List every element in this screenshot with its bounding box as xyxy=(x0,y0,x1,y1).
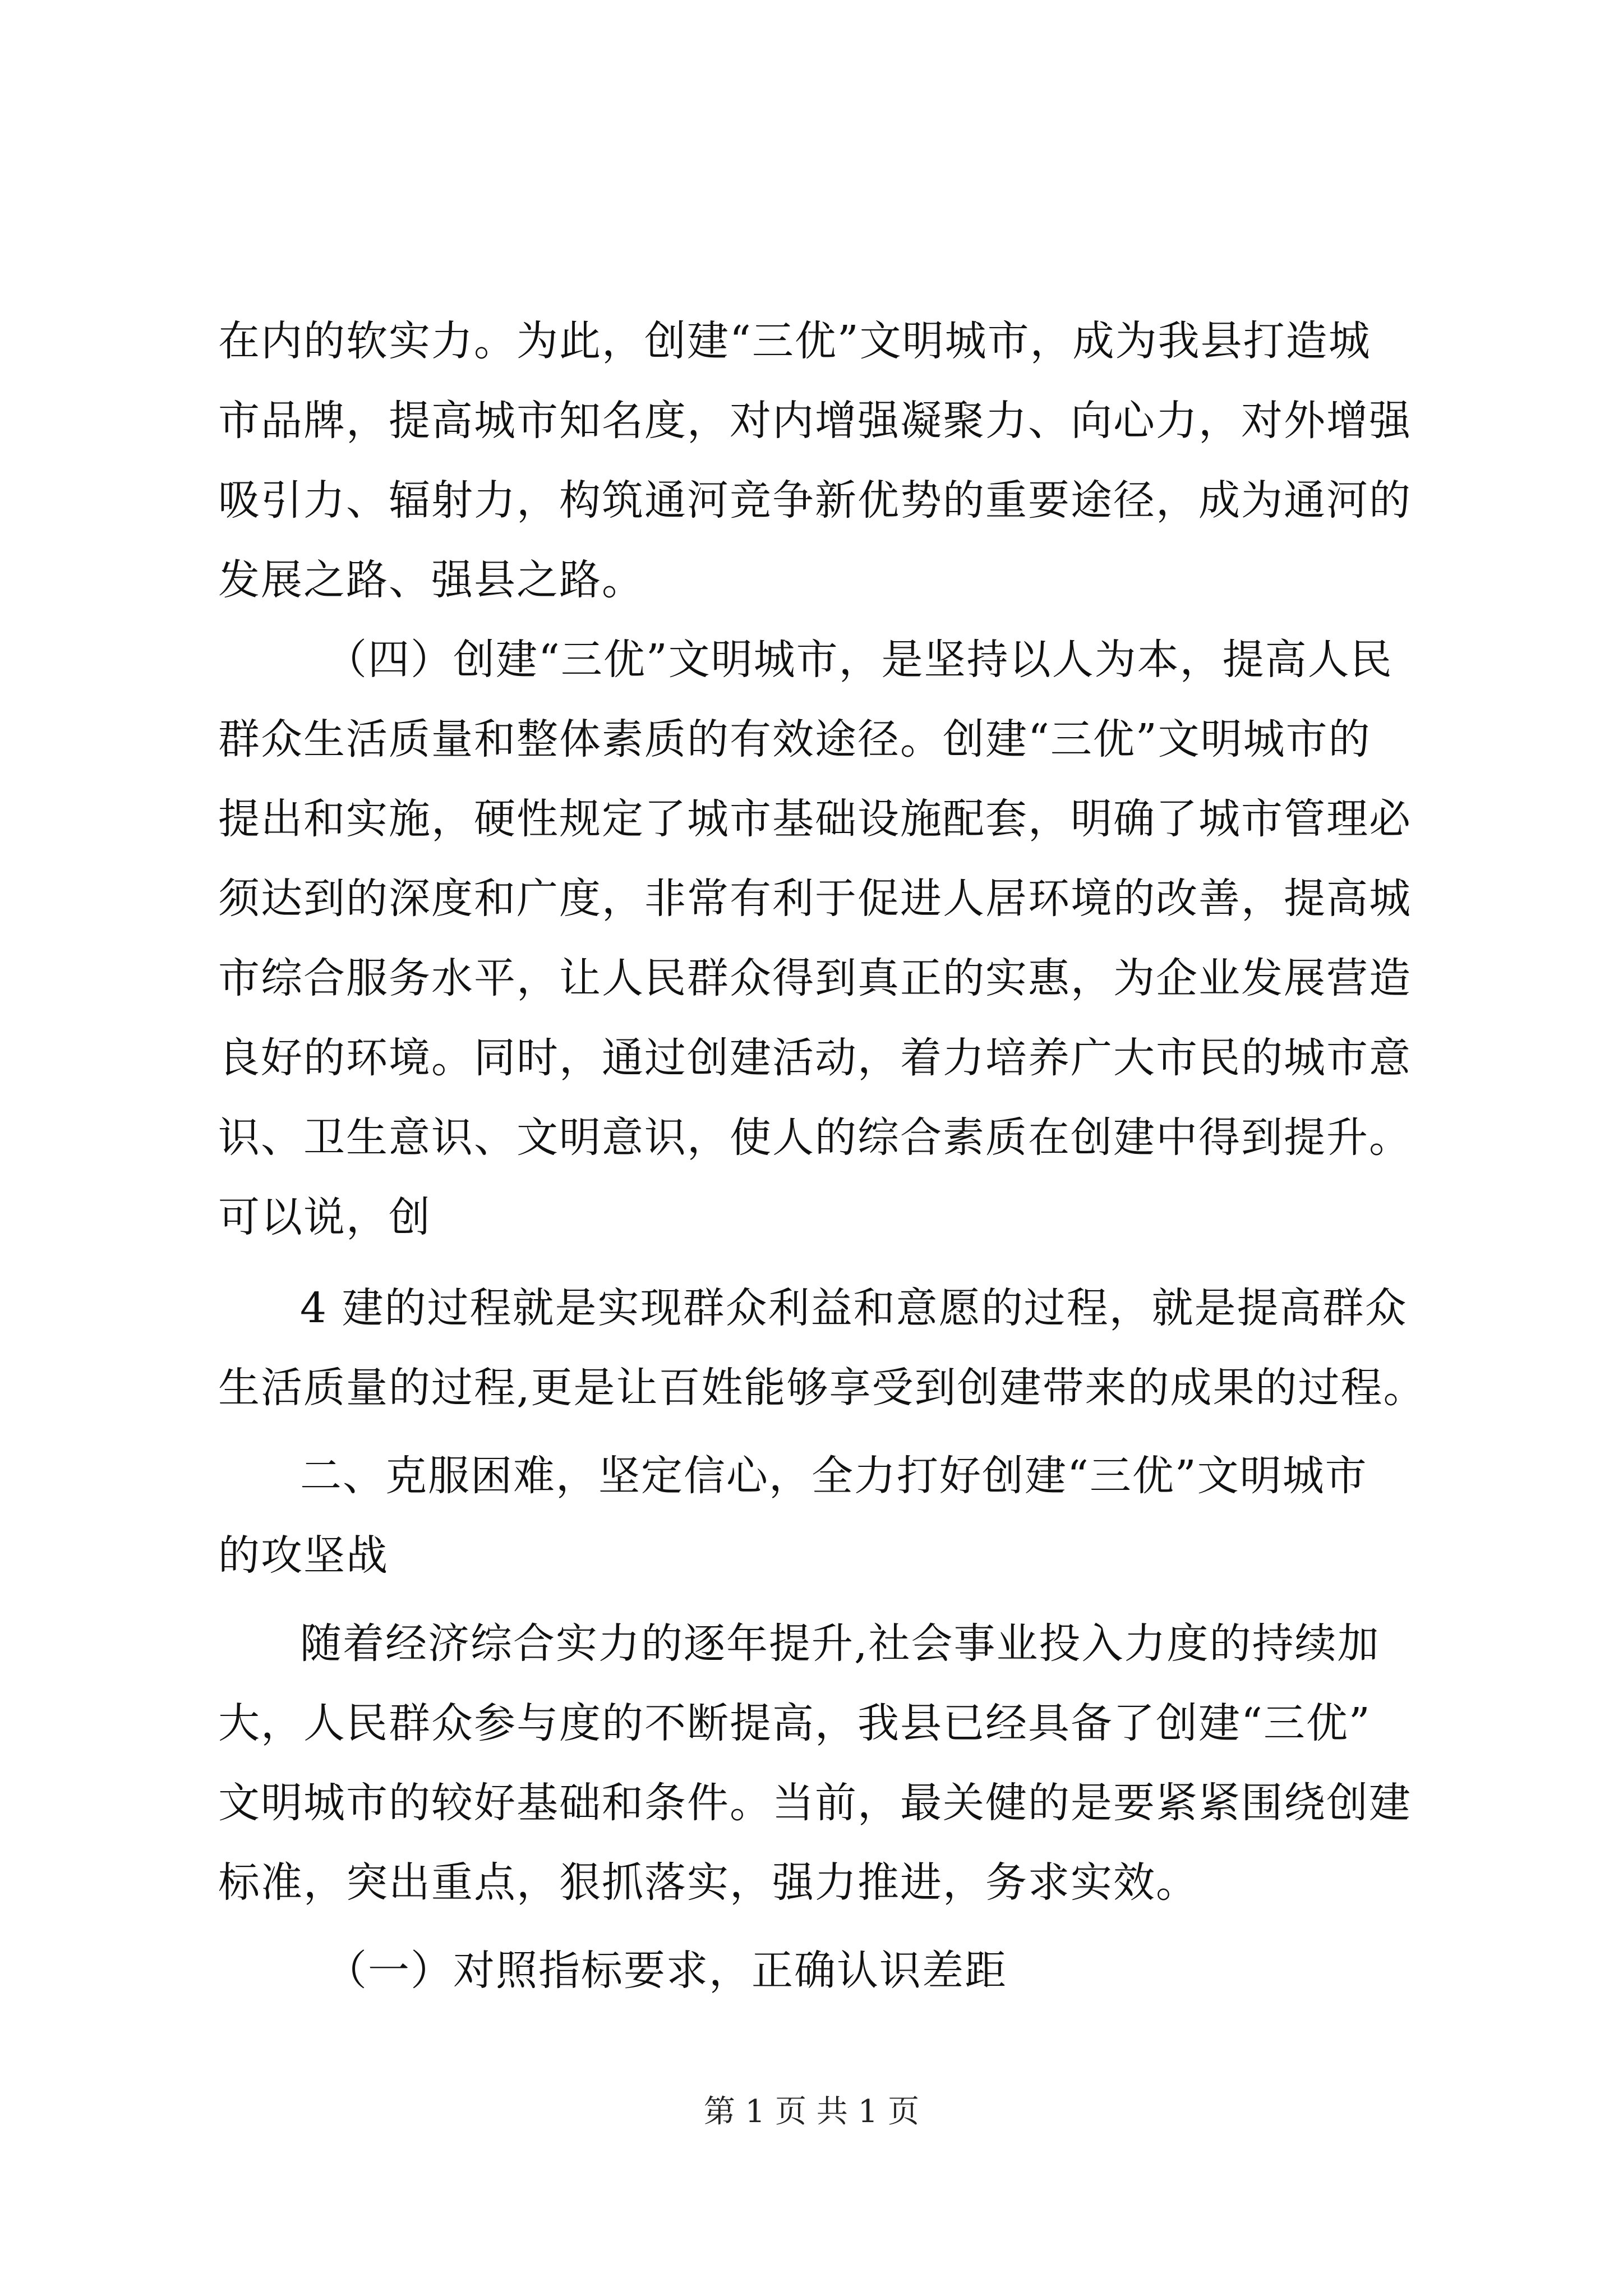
text-line: 随着经济综合实力的逐年提升,社会事业投入力度的持续加 xyxy=(300,1619,1380,1668)
text-line: 文明城市的较好基础和条件。当前，最关健的是要紧紧围绕创建 xyxy=(218,1779,1412,1827)
text-line: 大，人民群众参与度的不断提高，我县已经具备了创建“三优” xyxy=(218,1699,1371,1747)
text-line: 生活质量的过程,更是让百姓能够享受到创建带来的成果的过程。 xyxy=(218,1364,1426,1412)
text-line: 提出和实施，硬性规定了城市基础设施配套，明确了城市管理必 xyxy=(218,795,1412,843)
text-line: 吸引力、辐射力，构筑通河竞争新优势的重要途径，成为通河的 xyxy=(218,476,1412,524)
text-line: 市品牌，提高城市知名度，对内增强凝聚力、向心力，对外增强 xyxy=(218,397,1412,445)
section-heading-2: 二、克服困难，坚定信心，全力打好创建“三优”文明城市 xyxy=(300,1452,1368,1500)
section-heading-2-cont: 的攻坚战 xyxy=(218,1531,389,1580)
text-line: 良好的环境。同时，通过创建活动，着力培养广大市民的城市意 xyxy=(218,1034,1412,1082)
text-line: 可以说，创 xyxy=(218,1193,431,1241)
text-line: 群众生活质量和整体素质的有效途径。创建“三优”文明城市的 xyxy=(218,715,1371,763)
page-footer: 第 1 页 共 1 页 xyxy=(703,2093,920,2130)
text-line: 市综合服务水平，让人民群众得到真正的实惠，为企业发展营造 xyxy=(218,954,1412,1002)
text-line: 须达到的深度和广度，非常有利于促进人居环境的改善，提高城 xyxy=(218,875,1412,923)
subsection-heading-1: （一）对照指标要求，正确认识差距 xyxy=(325,1947,1007,1995)
text-line: 4 建的过程就是实现群众利益和意愿的过程，就是提高群众 xyxy=(300,1284,1408,1332)
text-line: 发展之路、强县之路。 xyxy=(218,556,644,604)
section-heading-4: （四）创建“三优”文明城市，是坚持以人为本，提高人民 xyxy=(325,636,1393,684)
text-line: 在内的软实力。为此，创建“三优”文明城市，成为我县打造城 xyxy=(218,317,1371,365)
text-line: 识、卫生意识、文明意识，使人的综合素质在创建中得到提升。 xyxy=(218,1114,1412,1162)
text-line: 标准，突出重点，狠抓落实，强力推进，务求实效。 xyxy=(218,1858,1198,1907)
